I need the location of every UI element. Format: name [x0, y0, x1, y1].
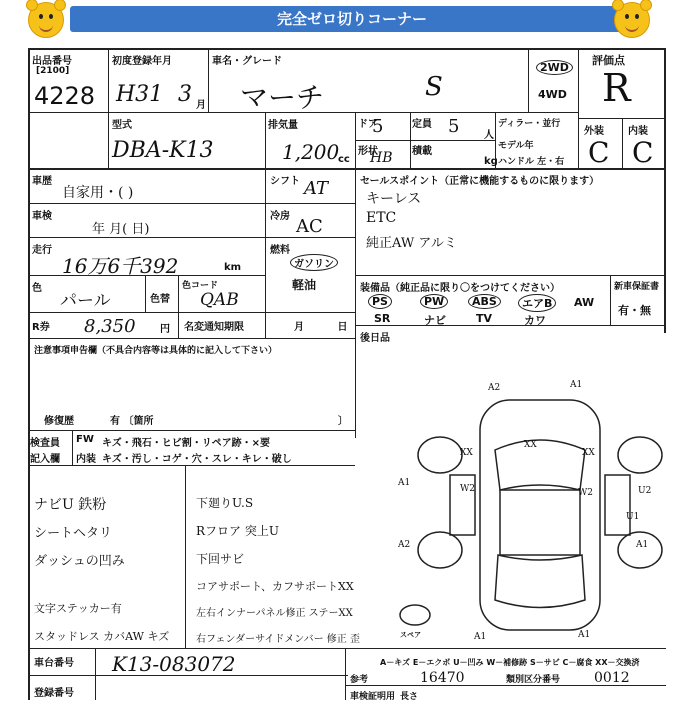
diagram-label: U1: [626, 512, 640, 522]
interior-inspect-label: 内装: [76, 454, 96, 465]
model-label: 型式: [112, 120, 132, 131]
note-left: ダッシュの凹み: [34, 554, 125, 569]
fuel-label: 燃料: [270, 245, 290, 256]
rear-right-wheel: [618, 532, 662, 568]
usage-label: 車歴: [32, 176, 52, 187]
right-door-outline: [605, 475, 630, 535]
spare-label: スペア: [400, 631, 421, 639]
exterior-grade: C: [588, 136, 610, 169]
handle-label: ハンドル 左・右: [498, 157, 565, 167]
equip-ps: PS: [368, 294, 392, 309]
diagram-label: A1: [474, 632, 487, 642]
repair-history-label: 修復歴: [44, 416, 74, 427]
diagram-label: A1: [570, 380, 583, 390]
fuel-gasoline: ガソリン: [290, 254, 338, 271]
ref-value: 16470: [420, 670, 465, 686]
displacement: 1,200: [282, 140, 340, 164]
diagram-label: W2: [578, 488, 593, 498]
equip-navi: ナビ: [424, 314, 446, 327]
equip-tv: TV: [476, 312, 493, 325]
diagram-label: A2: [488, 383, 501, 393]
diagram-label: A1: [636, 540, 649, 550]
roof-outline: [500, 490, 580, 555]
cert-label: 車検証明用: [350, 692, 396, 702]
spare-tire: [400, 605, 430, 625]
load-label: 積載: [412, 146, 432, 157]
diagram-label: XX: [524, 440, 537, 450]
color-code: QAB: [200, 290, 239, 310]
sales-point-item: 純正AW アルミ: [366, 236, 457, 251]
equip-airbag: エアB: [518, 294, 556, 312]
shift: AT: [304, 178, 329, 199]
mileage: 16万6千392: [62, 254, 179, 278]
interior-items: キズ・汚し・コゲ・穴・スレ・キレ・破し: [102, 454, 292, 465]
chassis-label: 車台番号: [34, 658, 74, 669]
color-code-label: 色コード: [182, 281, 219, 291]
registration-number-label: 登録番号: [34, 688, 74, 699]
capacity-unit: 人: [484, 130, 494, 141]
model-code: DBA-K13: [112, 138, 214, 163]
cc-unit: cc: [338, 154, 350, 165]
warranty-label: 新車保証書: [614, 282, 660, 292]
dealer-label: ディラー・並行: [498, 119, 561, 129]
registration-month: 3: [178, 82, 192, 107]
drive-2wd: 2WD: [536, 60, 573, 75]
score-label: 評価点: [592, 54, 625, 67]
model-year-label: モデル年: [498, 141, 534, 151]
repair-history-close: 〕: [338, 416, 348, 427]
deadline: 月 日: [294, 322, 348, 333]
yen-unit: 円: [160, 324, 170, 335]
shape-label: 形状: [358, 146, 378, 157]
ref-label: 参考: [350, 675, 369, 685]
equip-pw: PW: [420, 294, 448, 309]
fw-label: FW: [76, 434, 94, 445]
interior-label: 内装: [628, 126, 648, 137]
note-left: スタッドレス カバAW キズ: [34, 630, 170, 643]
car-name: マーチ: [240, 81, 325, 114]
diagram-label: XX: [582, 448, 595, 458]
recycle-label: R券: [32, 322, 50, 333]
length-label: 長さ: [400, 692, 419, 702]
grade: S: [425, 72, 443, 102]
usage: 自家用・( ): [62, 185, 134, 201]
inspection-label: 車検: [32, 211, 52, 222]
damage-legend: A－キズ E－エクボ U－凹み W－補修跡 S－サビ C－腐食 XX－交換済: [380, 658, 640, 667]
diagram-label: XX: [460, 448, 473, 458]
note-left: ナビU 鉄粉: [34, 497, 107, 513]
lot-code: [2100]: [36, 66, 70, 76]
note-right: 下廻りU.S: [196, 496, 254, 510]
month-unit: 月: [196, 100, 206, 111]
deadline-label: 名変通知期限: [184, 322, 244, 333]
car-name-label: 車名・グレード: [212, 56, 282, 67]
note-left: シートヘタリ: [34, 526, 113, 541]
drive-4wd: 4WD: [538, 88, 567, 101]
car-damage-diagram: [390, 380, 690, 650]
color: パール: [60, 291, 111, 311]
note-right: 左右インナーパネル修正 ステーXX: [196, 608, 353, 619]
body-shape: HB: [370, 150, 393, 166]
diagram-label: A2: [398, 540, 411, 550]
rear-window-outline: [495, 555, 585, 608]
equipment-label: 装備品（純正品に限り〇をつけてください）: [360, 283, 560, 294]
recycle-fee: 8,350: [84, 316, 136, 337]
notes-label: 注意事項申告欄（不具合内容等は具体的に記入して下さい）: [34, 346, 278, 356]
equip-aw: AW: [574, 296, 595, 309]
sales-point-item: ETC: [366, 210, 397, 226]
door-count: 5: [372, 116, 384, 137]
fw-items: キズ・飛石・ヒビ割・リペア跡・×要: [102, 438, 270, 449]
load-unit: kg: [484, 156, 498, 167]
lot-number: 4228: [34, 82, 96, 110]
inspector-label: 検査員: [30, 438, 60, 449]
front-left-wheel: [418, 437, 462, 473]
entry-label: 記入欄: [30, 454, 60, 465]
repair-history-value: 有 〔箇所: [110, 416, 154, 427]
equip-leather: カワ: [524, 314, 546, 327]
overall-score: R: [602, 66, 631, 110]
front-right-wheel: [618, 437, 662, 473]
capacity: 5: [448, 116, 460, 137]
sales-point-label: セールスポイント（正常に機能するものに限ります）: [360, 176, 600, 187]
fuel-diesel: 軽油: [292, 278, 317, 292]
displacement-label: 排気量: [268, 120, 298, 131]
diagram-label: A1: [578, 630, 591, 640]
kind-value: 0012: [594, 670, 630, 686]
color-label: 色: [32, 283, 42, 294]
lot-number-label: 出品番号: [32, 56, 72, 67]
sales-point-item: キーレス: [366, 191, 422, 207]
banner-title: 完全ゼロ切りコーナー: [70, 6, 634, 32]
bear-mascot-icon: [28, 2, 64, 38]
first-registration-label: 初度登録年月: [112, 56, 172, 67]
chassis-number: K13-083072: [112, 652, 236, 676]
note-right: コアサポート、カフサポートXX: [196, 580, 354, 593]
banner: [0, 0, 700, 44]
diagram-label: A1: [398, 478, 411, 488]
rear-left-wheel: [418, 532, 462, 568]
mileage-label: 走行: [32, 245, 52, 256]
note-right: 右フェンダーサイドメンバー 修正 歪: [196, 634, 360, 645]
note-right: Rフロア 突上U: [196, 524, 279, 538]
equip-abs: ABS: [468, 294, 501, 309]
ac-label: 冷房: [270, 211, 290, 222]
interior-grade: C: [632, 136, 654, 169]
exterior-label: 外装: [584, 126, 604, 137]
km-unit: km: [224, 262, 242, 273]
windshield-outline: [495, 440, 585, 490]
note-right: 下回サビ: [196, 552, 245, 566]
registration-year: H31: [116, 82, 164, 107]
bear-mascot-icon: [614, 2, 650, 38]
equip-sr: SR: [374, 312, 391, 325]
diagram-label: U2: [638, 486, 652, 496]
door-label: ドア: [358, 119, 378, 130]
capacity-label: 定員: [412, 119, 432, 130]
kind-label: 類別区分番号: [506, 675, 561, 685]
warranty-value: 有・無: [618, 304, 651, 317]
note-left: 文字ステッカー有: [34, 602, 122, 615]
inspection-date: 年 月( 日): [92, 222, 150, 237]
ac: AC: [296, 216, 323, 237]
car-body-outline: [480, 400, 600, 630]
diagram-label: W2: [460, 484, 475, 494]
shift-label: シフト: [270, 176, 300, 187]
later-items-label: 後日品: [360, 333, 390, 344]
color-change-label: 色替: [150, 294, 170, 305]
